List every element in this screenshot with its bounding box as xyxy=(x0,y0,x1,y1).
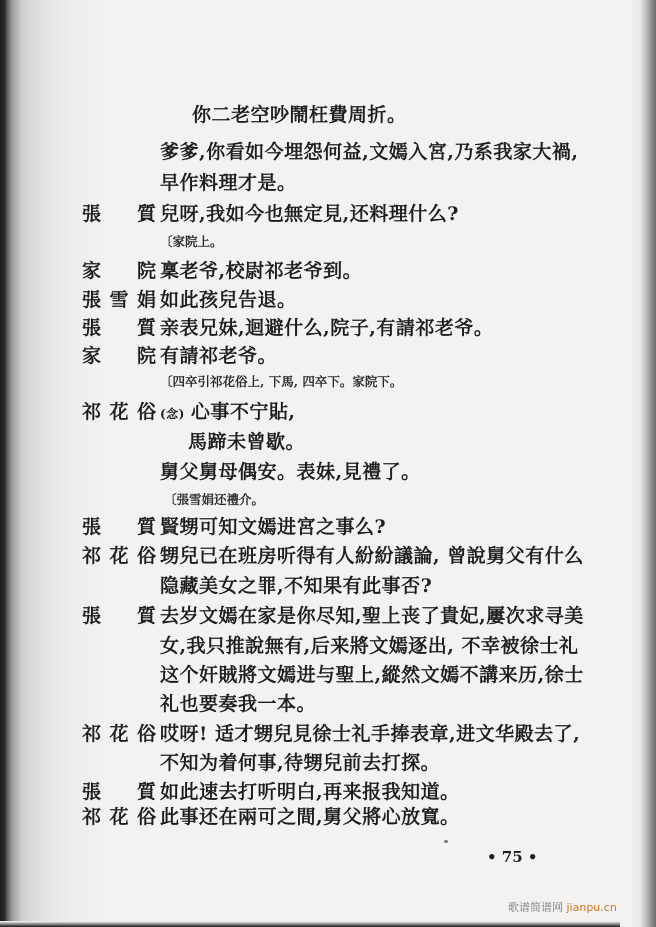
dialogue-line: 哎呀! 适才甥兒見徐士礼手捧表章,进文华殿去了, xyxy=(160,723,581,745)
page-number: • 75 • xyxy=(487,848,538,866)
stage-direction: 〔家院上。 xyxy=(160,234,223,249)
speaker-char: 張 xyxy=(82,605,102,627)
dialogue-line: 此事还在兩可之間,舅父將心放寬。 xyxy=(160,806,460,828)
page-bottom-edge xyxy=(0,921,620,927)
dialogue-text: 心事不宁貼, xyxy=(190,401,296,423)
speaker-char: 院 xyxy=(136,345,156,367)
recite-mark: (念) xyxy=(160,407,185,421)
dialogue-line: 隐藏美女之罪,不知果有此事否? xyxy=(160,575,433,597)
dialogue-line: 礼也要奏我一本。 xyxy=(160,693,317,715)
speaker-char: 質 xyxy=(136,203,156,225)
speaker-char: 質 xyxy=(136,781,156,803)
speaker-char: 祁 xyxy=(82,806,102,828)
speaker-name xyxy=(82,317,156,339)
dialogue-line: 舅父舅母偶安。表妹,見禮了。 xyxy=(160,461,421,483)
speaker-char: 家 xyxy=(82,260,102,282)
speaker-char: 家 xyxy=(82,345,102,367)
dialogue-line: 亲表兄妹,迴避什么,院子,有請祁老爷。 xyxy=(160,317,494,339)
dialogue-line: 兒呀,我如今也無定見,还料理什么? xyxy=(160,203,459,225)
dialogue-line: 如此孩兒告退。 xyxy=(160,289,297,311)
speaker-char: 張 xyxy=(82,317,102,339)
stage-direction: 〔張雪娟还禮介。 xyxy=(164,492,265,507)
speaker-name xyxy=(82,289,156,311)
speaker-char: 祁 xyxy=(82,723,102,745)
speaker-name xyxy=(82,401,156,423)
speaker-char: 俗 xyxy=(136,545,156,567)
speaker-char: 祁 xyxy=(82,545,102,567)
dialogue-line: 賢甥可知文嫣进宮之事么? xyxy=(160,516,387,538)
speaker-char: 花 xyxy=(109,806,129,828)
speaker-char: 俗 xyxy=(136,806,156,828)
speaker-char: 花 xyxy=(109,401,129,423)
speaker-name xyxy=(82,806,156,828)
stage-direction: 〔四卒引祁花俗上, 下馬, 四卒下。家院下。 xyxy=(160,374,403,389)
speaker-char: 張 xyxy=(82,289,102,311)
speaker-char: 祁 xyxy=(82,401,102,423)
speaker-char: 張 xyxy=(82,781,102,803)
dialogue-line: 女,我只推說無有,后来將文嫣逐出, 不幸被徐士礼 xyxy=(160,635,579,657)
dialogue-line xyxy=(160,401,295,425)
speaker-char: 質 xyxy=(136,317,156,339)
speaker-char: 花 xyxy=(109,723,129,745)
speaker-name xyxy=(82,203,156,225)
dialogue-line: 去岁文嫣在家是你尽知,聖上丧了貴妃,屢次求寻美 xyxy=(160,605,584,627)
speaker-char: 娟 xyxy=(136,289,156,311)
verse-line: 馬蹄未曾歇。 xyxy=(188,431,306,453)
speaker-char: 質 xyxy=(136,605,156,627)
speaker-char: 質 xyxy=(136,516,156,538)
speaker-char: 俗 xyxy=(136,401,156,423)
ink-speck xyxy=(444,840,448,843)
dialogue-line: 甥兒已在班房听得有人紛紛議論, 曾說舅父有什么 xyxy=(160,545,584,567)
speaker-char: 雪 xyxy=(109,289,129,311)
speaker-char: 花 xyxy=(109,545,129,567)
dialogue-line: 这个奸賊將文嫣进与聖上,縱然文嫣不講来历,徐士 xyxy=(160,664,584,686)
dialogue-line: 早作料理才是。 xyxy=(160,172,297,194)
speaker-name xyxy=(82,781,156,803)
speaker-name xyxy=(82,545,156,567)
speaker-name xyxy=(82,260,156,282)
speaker-name xyxy=(82,345,156,367)
speaker-name xyxy=(82,605,156,627)
dialogue-line: 不知为着何事,待甥兒前去打探。 xyxy=(160,752,441,774)
speaker-char: 俗 xyxy=(136,723,156,745)
speaker-name xyxy=(82,516,156,538)
dialogue-line: 有請祁老爷。 xyxy=(160,345,278,367)
dialogue-line: 爹爹,你看如今埋怨何益,文嫣入宮,乃系我家大禍, xyxy=(160,141,579,163)
verse-line: 你二老空吵鬧枉費周折。 xyxy=(192,104,407,126)
watermark xyxy=(508,899,617,915)
speaker-char: 院 xyxy=(136,260,156,282)
speaker-char: 張 xyxy=(82,203,102,225)
dialogue-line: 稟老爷,校尉祁老爷到。 xyxy=(160,260,363,282)
watermark-site-name: 歌谱简谱网 xyxy=(508,901,563,914)
dialogue-line: 如此速去打听明白,再来报我知道。 xyxy=(160,781,460,803)
speaker-char: 張 xyxy=(82,516,102,538)
watermark-domain: jianpu.cn xyxy=(566,901,617,914)
speaker-name xyxy=(82,723,156,745)
